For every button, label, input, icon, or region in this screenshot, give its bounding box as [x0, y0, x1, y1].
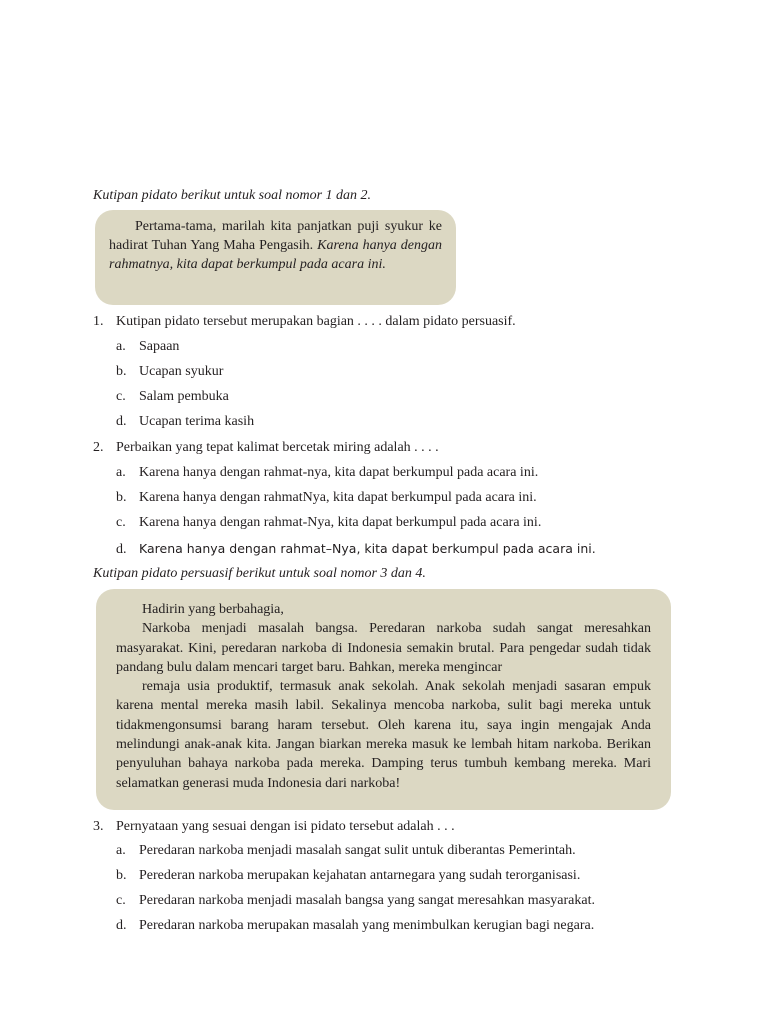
option-letter: d.: [116, 414, 127, 429]
option-text: Peredaran narkoba menjadi masalah bangsa yang sangat meresahkan masyarakat.: [139, 893, 595, 908]
option-text: Salam pembuka: [139, 389, 229, 404]
option-letter: b.: [116, 490, 127, 505]
question-1: [93, 313, 516, 331]
question-text: Pernyataan yang sesuai dengan isi pidato tersebut adalah . . .: [116, 819, 455, 834]
option-letter: d.: [116, 542, 127, 557]
option-text: Sapaan: [139, 339, 180, 354]
option-letter: c.: [116, 515, 126, 530]
question-number: 1.: [93, 314, 104, 329]
excerpt-1-normal: Pertama-tama, marilah kita panjatkan puji syukur ke hadirat Tuhan Yang Maha Pengasih.: [109, 219, 442, 253]
excerpt-2-paragraph-2: remaja usia produktif, termasuk anak sekolah. Anak sekolah menjadi sasaran empuk karena mental mereka masih labil. Sekalinya mencoba narkoba, sulit bagi mereka untuk tidakmengonsumsi barang haram tersebut. Oleh karena itu, saya ingin mengajak Anda melindungi anak-anak kita. Jangan biarkan mereka masuk ke lembah hitam narkoba. Berikan penyuluhan bahaya narkoba pada mereka. Damping terus tumbuh kembang mereka. Mari selamatkan generasi muda Indonesia dari narkoba!: [116, 679, 651, 791]
section1-intro: Kutipan pidato berikut untuk soal nomor 1 dan 2.: [93, 188, 372, 203]
option-letter: a.: [116, 843, 126, 858]
option-3c: [116, 892, 595, 910]
option-2a: [116, 464, 538, 482]
option-text: Ucapan syukur: [139, 364, 224, 379]
excerpt-box-2: [96, 589, 671, 810]
option-3d: [116, 917, 594, 935]
option-2d: [116, 540, 596, 559]
option-text: Peredaran narkoba menjadi masalah sangat sulit untuk diberantas Pemerintah.: [139, 843, 576, 858]
option-3a: [116, 842, 576, 860]
option-text: Karena hanya dengan rahmat-nya, kita dapat berkumpul pada acara ini.: [139, 465, 539, 480]
option-letter: c.: [116, 893, 126, 908]
question-text: Kutipan pidato tersebut merupakan bagian . . . . dalam pidato persuasif.: [116, 314, 516, 329]
section2-intro: Kutipan pidato persuasif berikut untuk soal nomor 3 dan 4.: [93, 566, 426, 581]
option-text: Karena hanya dengan rahmat-Nya, kita dapat berkumpul pada acara ini.: [139, 515, 542, 530]
option-letter: a.: [116, 339, 126, 354]
excerpt-2-greeting: Hadirin yang berbahagia,: [142, 602, 284, 617]
option-text: Karena hanya dengan rahmatNya, kita dapat berkumpul pada acara ini.: [139, 490, 537, 505]
question-number: 3.: [93, 819, 104, 834]
option-2b: [116, 489, 537, 507]
option-text: Ucapan terima kasih: [139, 414, 255, 429]
excerpt-2-paragraph-1: Narkoba menjadi masalah bangsa. Peredaran narkoba sudah sangat meresahkan masyarakat. Kini, peredaran narkoba di Indonesia semakin brutal. Para pengedar sudah tidak pandang bulu dalam mencari target baru. Bahkan, mereka mengincar: [116, 621, 651, 675]
question-2: [93, 439, 439, 457]
option-letter: b.: [116, 364, 127, 379]
excerpt-1-italic: Karena hanya dengan rahmatnya, kita dapat berkumpul pada acara ini.: [109, 238, 442, 272]
option-2c: [116, 514, 541, 532]
option-text: Karena hanya dengan rahmat–Nya, kita dapat berkumpul pada acara ini.: [139, 541, 596, 556]
option-text: Perederan narkoba merupakan kejahatan antarnegara yang sudah terorganisasi.: [139, 868, 581, 883]
option-letter: a.: [116, 465, 126, 480]
option-1d: [116, 413, 254, 431]
option-1b: [116, 363, 223, 381]
excerpt-box-1-text: [109, 217, 442, 274]
option-text: Peredaran narkoba merupakan masalah yang menimbulkan kerugian bagi negara.: [139, 918, 595, 933]
option-letter: b.: [116, 868, 127, 883]
option-1c: [116, 388, 229, 406]
question-text: Perbaikan yang tepat kalimat bercetak miring adalah . . . .: [116, 440, 439, 455]
option-letter: d.: [116, 918, 127, 933]
option-3b: [116, 867, 580, 885]
question-3: [93, 818, 455, 836]
excerpt-box-1: [95, 210, 456, 305]
option-letter: c.: [116, 389, 126, 404]
question-number: 2.: [93, 440, 104, 455]
option-1a: [116, 338, 179, 356]
